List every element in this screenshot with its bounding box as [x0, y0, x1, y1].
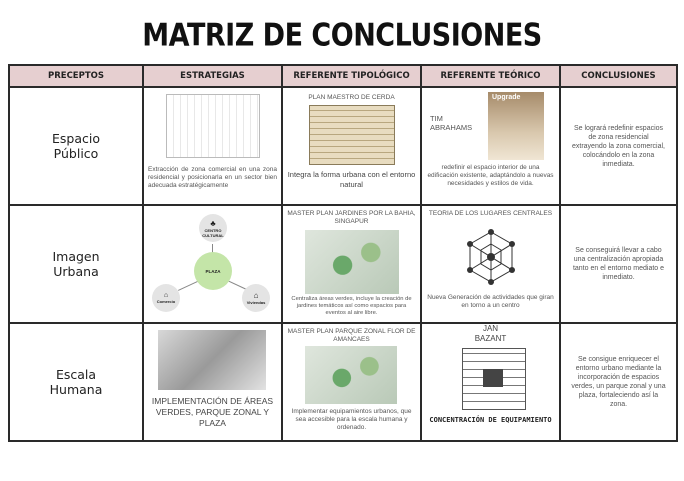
- theory-text: CONCENTRACIÓN DE EQUIPAMIENTO: [429, 416, 552, 424]
- header-referente-teorico: REFERENTE TEÓRICO: [421, 65, 560, 87]
- theory-cell: [421, 87, 560, 205]
- header-row: [9, 65, 677, 87]
- header-preceptos: PRECEPTOS: [9, 65, 143, 87]
- central-places-diagram: [462, 228, 520, 286]
- table-row: [9, 205, 677, 323]
- upgrade-book-cover: [488, 92, 544, 160]
- concept-line: Imagen: [52, 249, 100, 264]
- typology-title: MASTER PLAN JARDINES POR LA BAHIA, SINGAPUR: [287, 210, 416, 225]
- concept-cell: [9, 323, 143, 441]
- table-row: [9, 87, 677, 205]
- theater-icon: ♣: [210, 218, 216, 228]
- theory-author: [430, 114, 472, 132]
- strategy-text: Extracción de zona comercial en una zona residencial y posicionarla en un sector bien adecuada estratégicamente: [148, 166, 277, 189]
- concept-line: Escala: [55, 367, 97, 382]
- theory-cell: [421, 205, 560, 323]
- concept-line: Humana: [49, 382, 103, 397]
- typology-text: Integra la forma urbana con el entorno natural: [287, 170, 416, 189]
- diagram-label: PLAZA: [205, 268, 221, 274]
- typology-cell: [282, 87, 421, 205]
- book-title: Upgrade: [492, 94, 521, 101]
- conclusion-cell: Se logrará redefinir espacios de zona residencial extrayendo la zona comercial, colocándolo en la zona inmediata.: [560, 87, 677, 205]
- theory-text: redefinir el espacio interior de una edificación existente, adaptándolo a nuevas necesidades y estilos de vida.: [427, 164, 554, 187]
- diagram-node-left: [152, 284, 180, 312]
- diagram-node-top: [199, 214, 227, 242]
- cerda-plan-image: [309, 105, 395, 165]
- strategy-cell: [143, 205, 282, 323]
- house-icon: ⌂: [253, 291, 259, 300]
- author-line: JAN: [482, 324, 499, 333]
- typology-title: PLAN MAESTRO DE CERDA: [308, 94, 395, 101]
- header-estrategias: ESTRATEGIAS: [143, 65, 282, 87]
- conclusions-matrix: [8, 64, 678, 442]
- strategy-cell: [143, 87, 282, 205]
- theory-author: [426, 324, 555, 344]
- theory-text: Nueva Generación de actividades que giran en torno a un centro: [427, 294, 554, 309]
- conclusion-cell: Se conseguirá llevar a cabo una centralización apropiada tanto en el entorno mediato e inmediato.: [560, 205, 677, 323]
- concept-cell: [9, 205, 143, 323]
- typology-text: Implementar equipamientos urbanos, que sea accesible para la escala humana y ordenado.: [291, 408, 412, 431]
- typology-cell: [282, 323, 421, 441]
- amancaes-park-map-image: [305, 346, 397, 404]
- urban-model-image: [158, 330, 266, 390]
- strategy-text: IMPLEMENTACIÓN DE ÁREAS VERDES, PARQUE ZONAL Y PLAZA: [151, 396, 274, 428]
- shop-icon: ⌂: [163, 292, 169, 299]
- gardens-bay-map-image: [305, 230, 399, 294]
- typology-text: Centraliza áreas verdes, incluye la creación de jardines temáticos así como espacios para eventos al aire libre.: [291, 296, 412, 316]
- equipment-plan-image: [462, 348, 526, 410]
- typology-title: MASTER PLAN PARQUE ZONAL FLOR DE AMANCAES: [287, 328, 416, 343]
- plan-center-block: [483, 369, 503, 387]
- diagram-node-center: [194, 252, 232, 290]
- diagram-node-right: [242, 284, 270, 312]
- conclusion-cell: Se consigue enriquecer el entorno urbano mediante la incorporación de espacios verdes, un parque zonal y una plaza, fortaleciendo así la zona.: [560, 323, 677, 441]
- strategy-cell: [143, 323, 282, 441]
- author-line: ABRAHAMS: [430, 123, 473, 132]
- theory-title: TEORIA DE LOS LUGARES CENTRALES: [428, 210, 553, 217]
- page-title: MATRIZ DE CONCLUSIONES: [142, 17, 542, 54]
- concept-line: Urbana: [53, 264, 99, 279]
- author-line: BAZANT: [474, 334, 507, 343]
- theory-cell: [421, 323, 560, 441]
- diagram-label: Comercio: [156, 299, 176, 304]
- header-referente-tipologico: REFERENTE TIPOLÓGICO: [282, 65, 421, 87]
- concept-line: Espacio: [52, 131, 100, 146]
- building-sketch-image: [166, 94, 260, 158]
- diagram-label: CENTRO CULTURAL: [202, 227, 224, 238]
- concept-cell: [9, 87, 143, 205]
- table-row: [9, 323, 677, 441]
- diagram-label: Viviendas: [246, 300, 266, 305]
- concept-line: Público: [53, 146, 99, 161]
- header-conclusiones: CONCLUSIONES: [560, 65, 677, 87]
- typology-cell: [282, 205, 421, 323]
- author-line: TIM: [430, 114, 443, 123]
